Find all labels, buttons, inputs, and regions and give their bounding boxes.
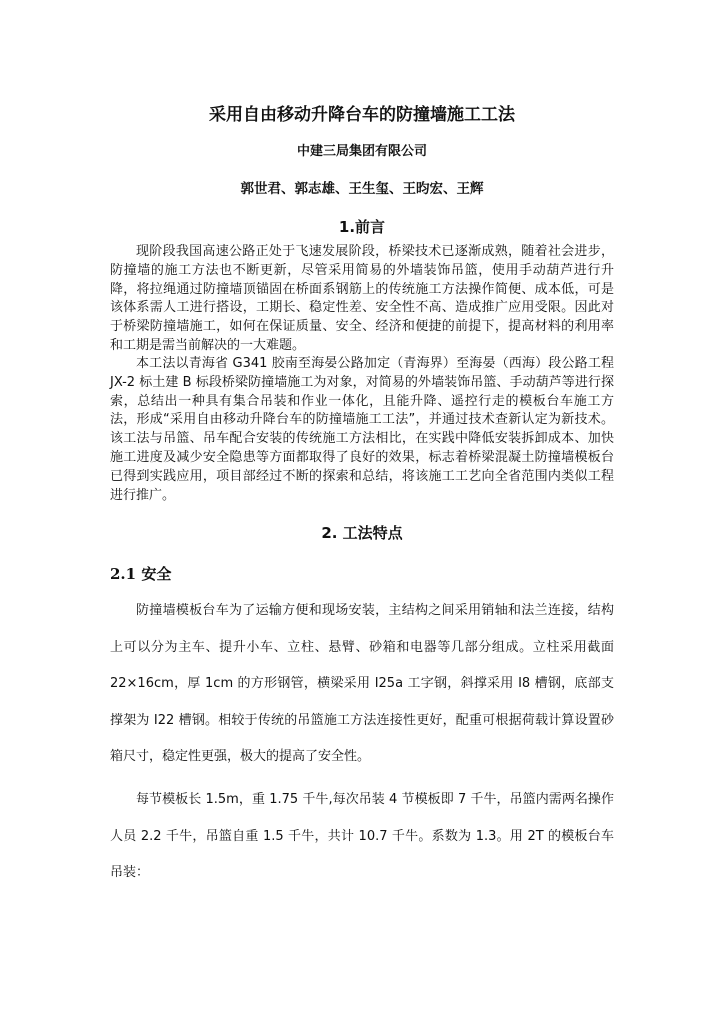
document-title: 采用自由移动升降台车的防撞墙施工工法 bbox=[209, 105, 515, 125]
section-heading-features: 2. 工法特点 bbox=[321, 524, 403, 542]
intro-paragraph-1: 现阶段我国高速公路正处于飞速发展阶段，桥梁技术已逐渐成熟，随着社会进步，防撞墙的施工方法也不断更新，尽管采用简易的外墙装饰吊篮，使用手动葫芦进行升降，将拉绳通过防撞墙顶锚固在桥面系钢筋上的传统施工方法操作简便、成本低，可是该体系需人工进行搭设，工期长、稳定性差、安全性不高、造成推广应用受限。因此对于桥梁防撞墙施工，如何在保证质量、安全、经济和便捷的前提下，提高材料的利用率和工期是需当前解决的一大难题。 bbox=[110, 244, 614, 353]
safety-paragraph-2: 每节模板长 1.5m，重 1.75 千牛,每次吊装 4 节模板即 7 千牛，吊篮内需两名操作人员 2.2 千牛，吊篮自重 1.5 千牛，共计 10.7 千牛。系数为 1.3。用 2T 的模板台车吊装： bbox=[110, 792, 614, 880]
section-heading-introduction: 1.前言 bbox=[338, 218, 386, 236]
intro-paragraph-2: 本工法以青海省 G341 胶南至海晏公路加定（青海界）至海晏（西海）段公路工程 JX-2 标土建 B 标段桥梁防撞墙施工为对象，对简易的外墙装饰吊篮、手动葫芦等进行探索，总结出一种具有集合吊装和作业一体化，且能升降、遥控行走的模板台车施工方法，形成“采用自由移动升降台车的防撞墙施工工法”，并通过技术查新认定为新技术。该工法与吊篮、吊车配合安装的传统施工方法相比，在实践中降低安装拆卸成本、加快施工进度及减少安全隐患等方面都取得了良好的效果，标志着桥梁混凝土防撞墙模板台已得到实践应用，项目部经过不断的探索和总结，将该施工工艺向全省范围内类似工程进行推广。 bbox=[110, 356, 614, 503]
organization-name: 中建三局集团有限公司 bbox=[296, 144, 427, 159]
author-list: 郭世君、郭志雄、王生玺、王昀宏、王辉 bbox=[240, 181, 484, 197]
safety-paragraph-1: 防撞墙模板台车为了运输方便和现场安装，主结构之间采用销轴和法兰连接，结构上可以分为主车、提升小车、立柱、悬臂、砂箱和电器等几部分组成。立柱采用截面 22×16cm，厚 1cm 的方形钢管，横梁采用 I25a 工字钢，斜撑采用 I8 槽钢，底部支撑架为 I22 槽钢。相较于传统的吊篮施工方法连接性更好，配重可根据荷载计算设置砂箱尺寸，稳定性更强，极大的提高了安全性。 bbox=[110, 603, 614, 764]
subsection-heading-safety: 2.1 安全 bbox=[110, 565, 172, 583]
